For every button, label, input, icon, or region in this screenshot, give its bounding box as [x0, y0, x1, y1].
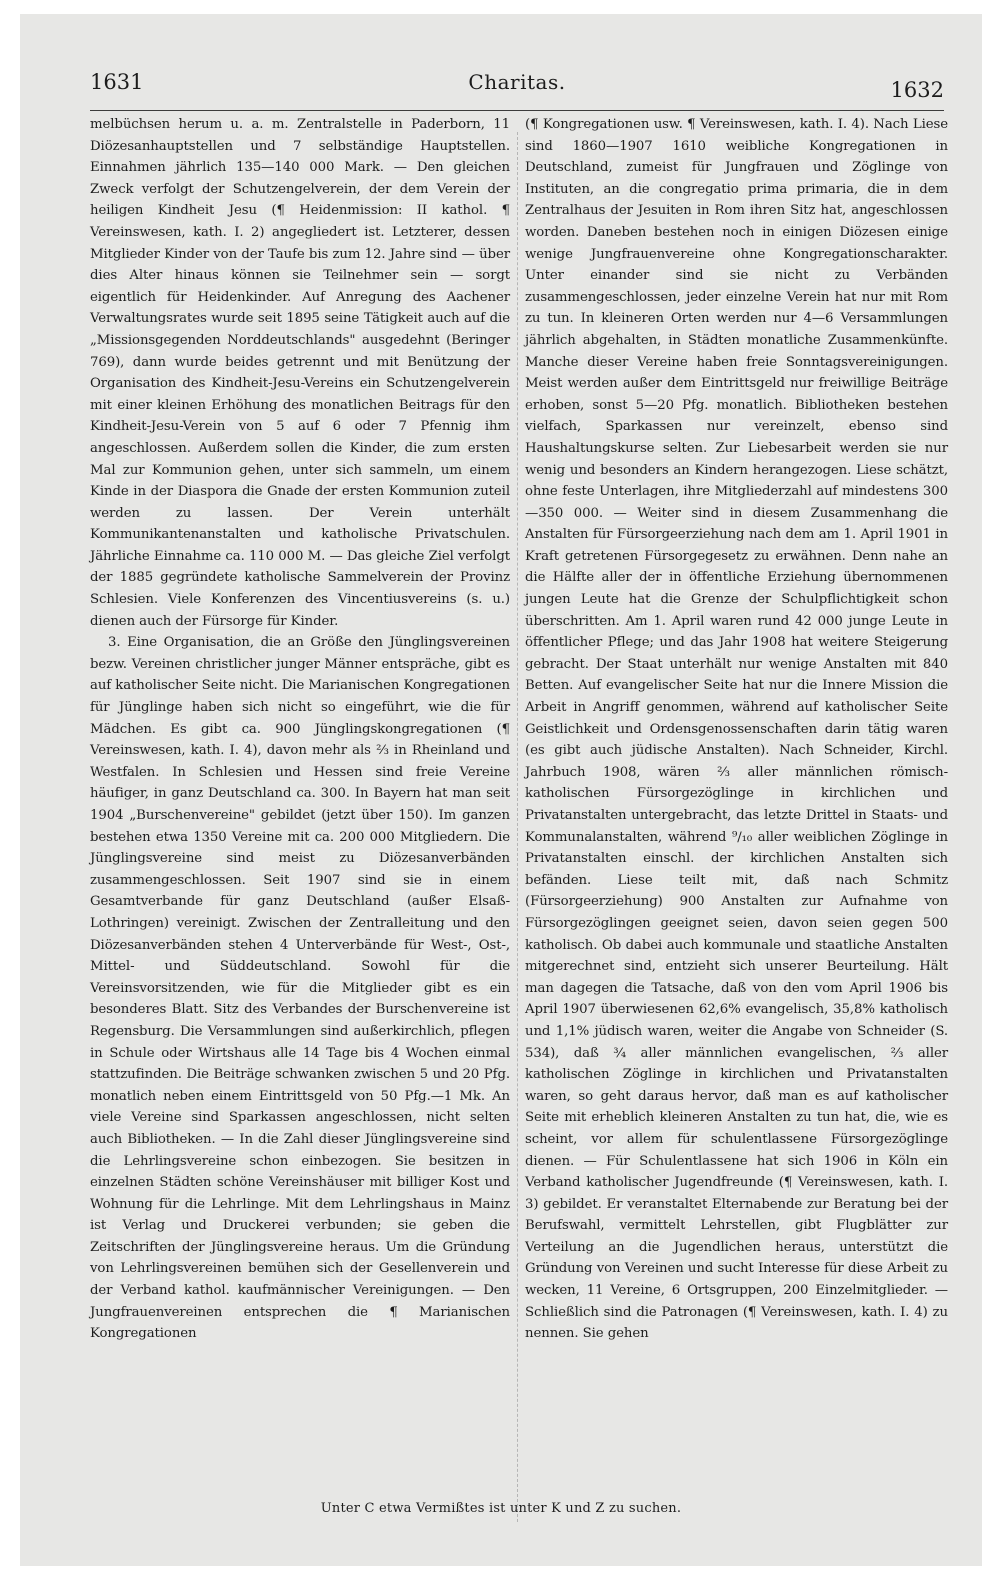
left-paragraph-1: melbüchsen herum u. a. m. Zentralstelle in Paderborn, 11 Diözesanhauptstellen und 7 selbständige Hauptstellen. Einnahmen jährlich 135—140 000 Mark. — Den gleichen Zweck verfolgt der Schutzengelverein, der dem Verein der heiligen Kindheit Jesu (¶ Heidenmission: II kathol. ¶ Vereinswesen, kath. I. 2) angegliedert ist. Letzterer, dessen Mitglieder Kinder von der Taufe bis zum 12. Jahre sind — über dies Alter hinaus können sie Teilnehmer sein — sorgt eigentlich für Heidenkinder. Auf Anregung des Aachener Verwaltungsrates wurde seit 1895 seine Tätigkeit auch auf die „Missionsgegenden Norddeutschlands" ausgedehnt (Beringer 769), dann wurde beides getrennt und mit Benützung der Organisation des Kindheit-Jesu-Vereins ein Schutzengelverein mit einer kleinen Erhöhung des monatlichen Beitrags für den Kindheit-Jesu-Verein von 5 auf 6 oder 7 Pfennig ihm angeschlossen. Außerdem sollen die Kinder, die zum ersten Mal zur Kommunion gehen, unter sich sammeln, um einem Kinde in der Diaspora die Gnade der ersten Kommunion zuteil werden zu lassen. Der Verein unterhält Kommunikantenanstalten und katholische Privatschulen. Jährliche Einnahme ca. 110 000 M. — Das gleiche Ziel verfolgt der 1885 gegründete katholische Sammelverein der Provinz Schlesien. Viele Konferenzen des Vincentiusvereins (s. u.) dienen auch der Fürsorge für Kinder.	[90, 117, 510, 629]
page-header	[90, 60, 944, 111]
right-paragraph-1: (¶ Kongregationen usw. ¶ Vereinswesen, kath. I. 4). Nach Liese sind 1860—1907 1610 weibliche Kongregationen in Deutschland, zumeist für Jungfrauen und Zöglinge von Instituten, an die congregatio prima primaria, die in dem Zentralhaus der Jesuiten in Rom ihren Sitz hat, angeschlossen worden. Daneben bestehen noch in einigen Diözesen einige wenige Jungfrauenvereine ohne Kongregationscharakter. Unter einander sind sie nicht zu Verbänden zusammengeschlossen, jeder einzelne Verein hat nur mit Rom zu tun. In kleineren Orten werden nur 4—6 Versammlungen jährlich abgehalten, in Städten monatliche Zusammenkünfte. Manche dieser Vereine haben freie Sonntagsvereinigungen. Meist werden außer dem Eintrittsgeld nur freiwillige Beiträge erhoben, sonst 5—20 Pfg. monatlich. Bibliotheken bestehen vielfach, Sparkassen nur vereinzelt, ebenso sind Haushaltungskurse selten. Zur Liebesarbeit werden sie nur wenig und besonders an Kindern herangezogen. Liese schätzt, ohne feste Unterlagen, ihre Mitgliederzahl auf mindestens 300—350 000. — Weiter sind in diesem Zusammenhang die Anstalten für Fürsorgeerziehung nach dem am 1. April 1901 in Kraft getretenen Fürsorgegesetz zu erwähnen. Denn nahe an die Hälfte aller der in öffentliche Erziehung übernommenen jungen Leute hat die Grenze der Schulpflichtigkeit schon überschritten. Am 1. April waren rund 42 000 junge Leute in öffentlicher Pflege; und das Jahr 1908 hat weitere Steigerung gebracht. Der Staat unterhält nur wenige Anstalten mit 840 Betten. Auf evangelischer Seite hat nur die Innere Mission die Arbeit in Angriff genommen, während auf katholischer Seite Geistlichkeit und Ordensgenossenschaften darin tätig waren (es gibt auch jüdische Anstalten). Nach Schneider, Kirchl. Jahrbuch 1908, wären ⅔ aller männlichen römisch-katholischen Fürsorgezöglinge in kirchlichen und Privatanstalten untergebracht, das letzte Drittel in Staats- und Kommunalanstalten, während ⁹/₁₀ aller weiblichen Zöglinge in Privatanstalten einschl. der kirchlichen Anstalten sich befänden. Liese teilt mit, daß nach Schmitz (Fürsorgeerziehung) 900 Anstalten zur Aufnahme von Fürsorgezöglingen geeignet seien, davon seien gegen 500 katholisch. Ob dabei auch kommunale und staatliche Anstalten mitgerechnet sind, entzieht sich unserer Beurteilung. Hält man dagegen die Tatsache, daß von den vom April 1906 bis April 1907 überwiesenen 62,6% evangelisch, 35,8% katholisch und 1,1% jüdisch waren, weiter die Angabe von Schneider (S. 534), daß ¾ aller männlichen evangelischen, ⅔ aller katholischen Zöglinge in kirchlichen und Privatanstalten waren, so geht daraus hervor, daß man es auf katholischer Seite mit erheblich kleineren Anstalten zu tun hat, die, wie es scheint, vor allem für schulentlassene Fürsorgezöglinge dienen. — Für Schulentlassene hat sich 1906 in Köln ein Verband katholischer Jugendfreunde (¶ Vereinswesen, kath. I. 3) gebildet. Er veranstaltet Elternabende zur Beratung bei der Berufswahl, vermittelt Lehrstellen, gibt Flugblätter zur Verteilung an die Jugendlichen heraus, unterstützt die Gründung von Vereinen und sucht Interesse für diese Arbeit zu wecken, 11 Vereine, 6 Ortsgruppen, 200 Einzelmitglieder. — Schließlich sind die Patronagen (¶ Vereinswesen, kath. I. 4) zu nennen. Sie gehen	[525, 117, 948, 1342]
page-number-right: 1632	[890, 78, 944, 102]
left-column	[90, 114, 510, 1345]
right-column	[525, 114, 948, 1345]
footer-note: Unter C etwa Vermißtes ist unter K und Z zu suchen.	[320, 1501, 682, 1516]
left-paragraph-2: 3. Eine Organisation, die an Größe den Jünglingsvereinen bezw. Vereinen christlicher junger Männer entspräche, gibt es auf katholischer Seite nicht. Die Marianischen Kongregationen für Jünglinge haben sich nicht so eingeführt, wie die für Mädchen. Es gibt ca. 900 Jünglingskongregationen (¶ Vereinswesen, kath. I. 4), davon mehr als ⅔ in Rheinland und Westfalen. In Schlesien und Hessen sind freie Vereine häufiger, in ganz Deutschland ca. 300. In Bayern hat man seit 1904 „Burschenvereine" gebildet (jetzt über 150). Im ganzen bestehen etwa 1350 Vereine mit ca. 200 000 Mitgliedern. Die Jünglingsvereine sind meist zu Diözesanverbänden zusammengeschlossen. Seit 1907 sind sie in einem Gesamtverbande für ganz Deutschland (außer Elsaß-Lothringen) vereinigt. Zwischen der Zentralleitung und den Diözesanverbänden stehen 4 Unterverbände für West-, Ost-, Mittel- und Süddeutschland. Sowohl für die Vereinsvorsitzenden, wie für die Mitglieder gibt es ein besonderes Blatt. Sitz des Verbandes der Burschenvereine ist Regensburg. Die Versammlungen sind außerkirchlich, pflegen in Schule oder Wirtshaus alle 14 Tage bis 4 Wochen einmal stattzufinden. Die Beiträge schwanken zwischen 5 und 20 Pfg. monatlich neben einem Eintrittsgeld von 50 Pfg.—1 Mk. An viele Vereine sind Sparkassen angeschlossen, nicht selten auch Bibliotheken. — In die Zahl dieser Jünglingsvereine sind die Lehrlingsvereine schon einbezogen. Sie besitzen in einzelnen Städten schöne Vereinshäuser mit billiger Kost und Wohnung für die Lehrlinge. Mit dem Lehrlingshaus in Mainz ist Verlag und Druckerei verbunden; sie geben die Zeitschriften der Jünglingsvereine heraus. Um die Gründung von Lehrlingsvereinen bemühen sich der Gesellenverein und der Verband kathol. kaufmännischer Vereinigungen. — Den Jungfrauenvereinen entsprechen die ¶ Marianischen Kongregationen	[90, 635, 510, 1342]
page-number-left: 1631	[90, 70, 144, 94]
dictionary-page	[20, 14, 982, 1566]
running-title: Charitas.	[468, 70, 566, 94]
column-divider	[517, 132, 518, 1522]
